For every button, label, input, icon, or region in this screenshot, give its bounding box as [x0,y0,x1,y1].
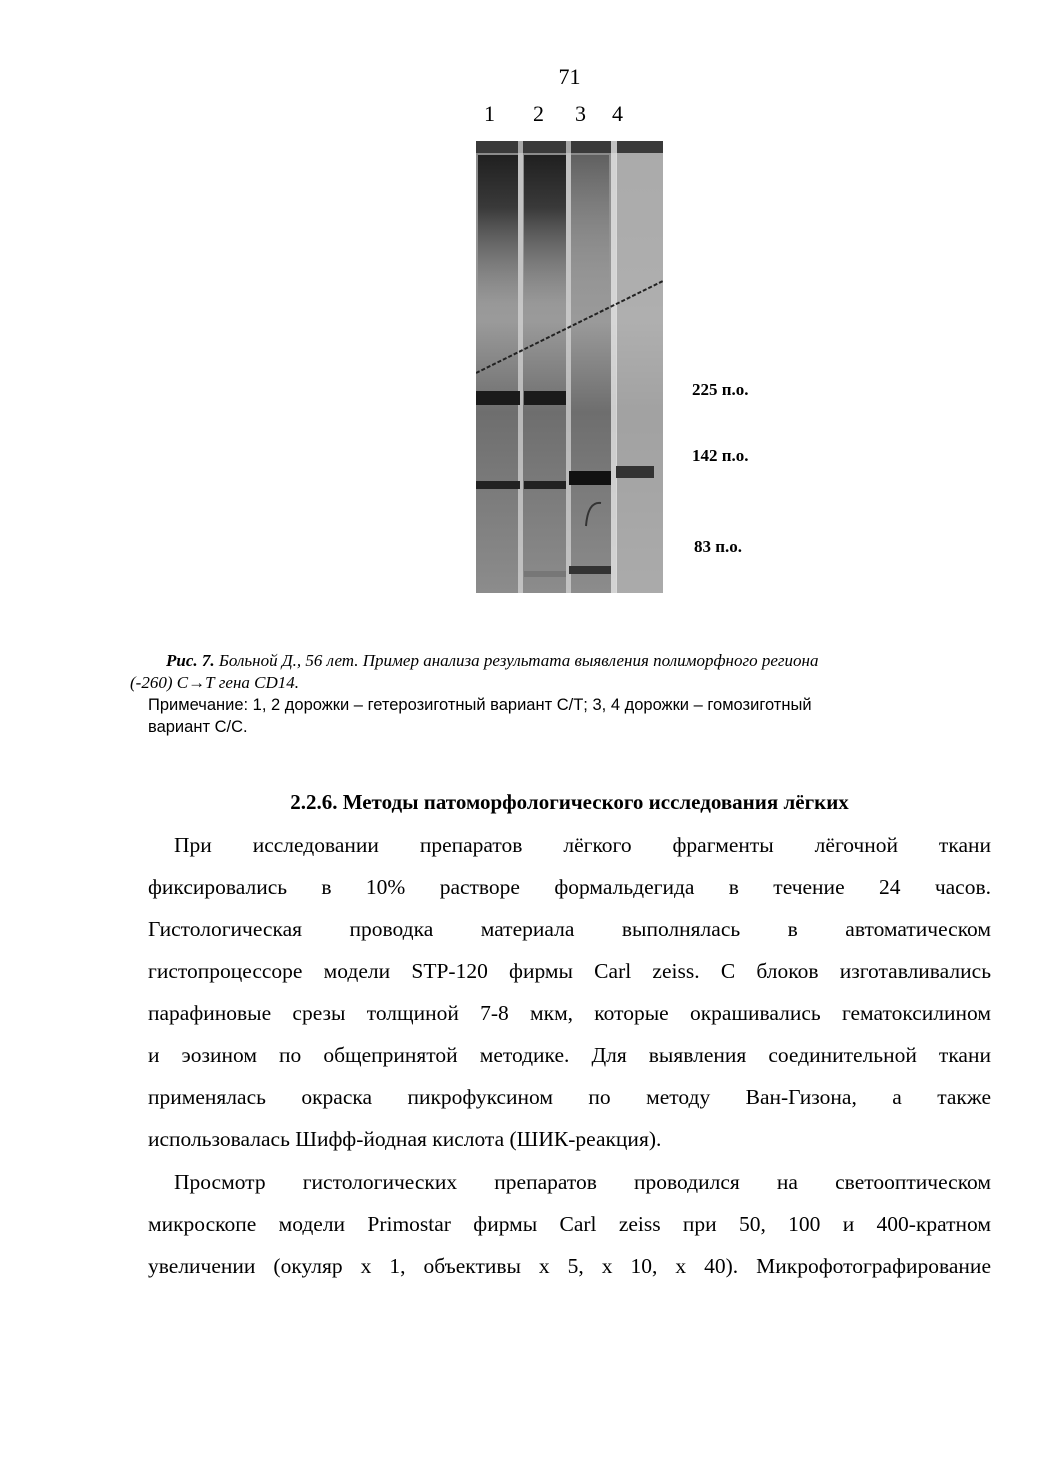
paragraph-2 [148,1161,991,1287]
lane-number-4: 4 [612,101,623,126]
section-heading: 2.2.6. Методы патоморфологического исследования лёгких [290,790,849,814]
caption-text-1: Больной Д., 56 лет. Пример анализа результата выявления полиморфного региона [214,651,819,670]
paragraph-line: При исследовании препаратов лёгкого фрагменты лёгочной ткани [174,833,991,857]
lane-number-2: 2 [533,101,544,126]
paragraph-line: увеличении (окуляр х 1, объективы х 5, х 10, х 40). Микрофотографирование [148,1254,991,1278]
figure-caption [130,650,991,738]
page-number: 71 [558,64,581,89]
caption-description [130,650,991,694]
gel-lane-labels [0,101,1039,129]
band-label-142: 142 п.о. [692,446,749,465]
caption-note-2: вариант С/С. [148,718,248,736]
paragraph-line: Гистологическая проводка материала выполнялась в автоматическом [148,917,991,941]
figure-reference: Рис. 7. [166,651,215,670]
caption-text-2: (-260) С→Т гена CD14. [130,673,300,692]
paragraph-line: использовалась Шифф-йодная кислота (ШИК-реакция). [148,1127,662,1151]
paragraph-line: фиксировались в 10% растворе формальдегида в течение 24 часов. [148,875,991,899]
gel-electrophoresis-image [476,141,663,593]
paragraph-line: применялась окраска пикрофуксином по методу Ван-Гизона, а также [148,1085,991,1109]
caption-note-1: Примечание: 1, 2 дорожки – гетерозиготный вариант С/Т; 3, 4 дорожки – гомозиготный [148,696,812,714]
band-label-83: 83 п.о. [694,537,743,556]
lane-number-3: 3 [575,101,586,126]
caption-note [148,694,991,738]
paragraph-line: гистопроцессоре модели STP-120 фирмы Carl zeiss. С блоков изготавливались [148,959,991,983]
lane-number-1: 1 [484,101,495,126]
paragraph-1 [148,824,991,1160]
paragraph-line: Просмотр гистологических препаратов проводился на светооптическом [174,1170,991,1194]
paragraph-line: и эозином по общепринятой методике. Для выявления соединительной ткани [148,1043,991,1067]
band-label-225: 225 п.о. [692,380,749,399]
paragraph-line: парафиновые срезы толщиной 7-8 мкм, которые окрашивались гематоксилином [148,1001,991,1025]
paragraph-line: микроскопе модели Primostar фирмы Carl zeiss при 50, 100 и 400-кратном [148,1212,991,1236]
